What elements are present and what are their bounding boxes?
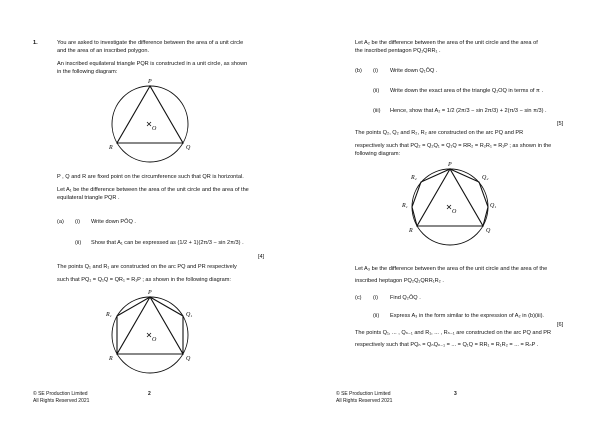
label-q: Q — [186, 356, 191, 362]
label-q: Q — [486, 228, 491, 234]
a1-definition-2: equilateral triangle PQR . — [57, 195, 120, 201]
footer-copyright: © SE Production Limited — [336, 391, 391, 397]
intro-line-1: You are asked to investigate the difference between the area of a unit circle — [57, 40, 244, 46]
part-a-ii-label: (ii) — [75, 240, 82, 246]
points-general-2: respectively such that PQₙ = QₙQₙ₋₁ = ... = Q₁Q = RR₁ = R₁R₂ = ... = RₙP . — [355, 342, 539, 348]
label-r: R — [109, 145, 113, 151]
label-r: R — [409, 228, 413, 234]
part-b-label: (b) — [355, 68, 362, 74]
triangle-intro-2: in the following diagram: — [57, 69, 118, 75]
label-o: O — [152, 126, 157, 132]
a3-definition-1: Let A₃ be the difference between the area of the unit circle and the area of the — [355, 266, 548, 272]
points-general-1: The points Q₁, ... , Qₙ₋₁ and R₁, ... , Rₙ₋₁ are constructed on the arc PQ and PR — [355, 330, 552, 336]
fixed-points-text: P , Q and R are fixed point on the circumference such that QR is horizontal. — [57, 174, 244, 180]
part-c-label: (c) — [355, 295, 362, 301]
points-q2-r2-3: following diagram: — [355, 151, 401, 157]
a2-definition-2: the inscribed pentagon PQ₁QRR₁ . — [355, 48, 441, 54]
label-o: O — [452, 209, 457, 215]
marks-6: [6] — [557, 322, 564, 328]
part-b-ii-label: (ii) — [373, 88, 380, 94]
part-c-i-text: Find Q₂ÔQ . — [390, 295, 421, 301]
label-r2: R₂ — [411, 175, 417, 181]
page-right — [300, 0, 600, 424]
label-p: P — [448, 162, 452, 168]
part-b-iii-label: (iii) — [373, 108, 381, 114]
triangle-intro-1: An inscribed equilateral triangle PQR is constructed in a unit circle, as shown — [57, 61, 248, 67]
label-p: P — [148, 79, 152, 85]
page-number: 2 — [148, 391, 151, 397]
marks-5: [5] — [557, 121, 564, 127]
label-q1: Q₁ — [186, 312, 193, 318]
part-a-ii-text: Show that A₁ can be expressed as (1/2 + 1)(2π/3 − sin 2π/3) . — [91, 240, 244, 246]
a1-definition-1: Let A₁ be the difference between the area of the unit circle and the area of the — [57, 187, 249, 193]
label-o: O — [152, 337, 157, 343]
part-a-i-label: (i) — [75, 219, 80, 225]
question-number: 1. — [33, 40, 38, 46]
pentagon-diagram — [100, 285, 200, 379]
part-c-ii-label: (ii) — [373, 313, 380, 319]
part-b-ii-text: Write down the exact area of the triangle Q₁OQ in terms of π . — [390, 88, 544, 94]
label-p: P — [148, 290, 152, 296]
footer-copyright: © SE Production Limited — [33, 391, 88, 397]
label-q2: Q₂ — [482, 175, 489, 181]
label-q: Q — [186, 145, 191, 151]
part-c-ii-text: Express A₃ in the form similar to the expression of A₂ in (b)(iii). — [390, 313, 544, 319]
points-q1-r1-2: such that PQ₁ = Q₁Q = QR₁ = R₁P ; as shown in the following diagram: — [57, 277, 231, 283]
part-c-i-label: (i) — [373, 295, 378, 301]
center-mark — [147, 333, 151, 337]
triangle-diagram — [100, 76, 200, 170]
a3-definition-2: inscribed heptagon PQ₂Q₁QRR₁R₂ . — [355, 278, 444, 284]
footer-rights: All Rights Reserved 2021 — [33, 398, 90, 404]
label-r1: R₁ — [402, 203, 408, 209]
page-number: 3 — [454, 391, 457, 397]
points-q2-r2-2: respectively such that PQ₂ = Q₂Q₁ = Q₁Q = RR₂ = R₂R₁ = R₁P ; as shown in the — [355, 143, 552, 149]
part-a-i-text: Write down PÔQ . — [91, 219, 136, 225]
part-b-iii-text: Hence, show that A₂ = 1/2 (2π/3 − sin 2π/3) + 2(π/3 − sin π/3) . — [390, 108, 547, 114]
label-r1: R₁ — [106, 312, 112, 318]
part-a-label: (a) — [57, 219, 64, 225]
heptagon-diagram — [400, 158, 500, 252]
a2-definition-1: Let A₂ be the difference between the area of the unit circle and the area of — [355, 40, 538, 46]
marks-4: [4] — [258, 254, 265, 260]
points-q1-r1-1: The points Q₁ and R₁ are constructed on the arc PQ and PR respectively — [57, 264, 237, 270]
center-mark — [447, 205, 451, 209]
part-b-i-text: Write down Q₁ÔQ . — [390, 68, 438, 74]
label-r: R — [109, 356, 113, 362]
intro-line-2: and the area of an inscribed polygon. — [57, 48, 150, 54]
part-b-i-label: (i) — [373, 68, 378, 74]
label-q1: Q₁ — [490, 203, 497, 209]
points-q2-r2-1: The points Q₂, Q₂ and R₂, R₂ are constructed on the arc PQ and PR — [355, 130, 524, 136]
footer-rights: All Rights Reserved 2021 — [336, 398, 393, 404]
center-mark — [147, 122, 151, 126]
